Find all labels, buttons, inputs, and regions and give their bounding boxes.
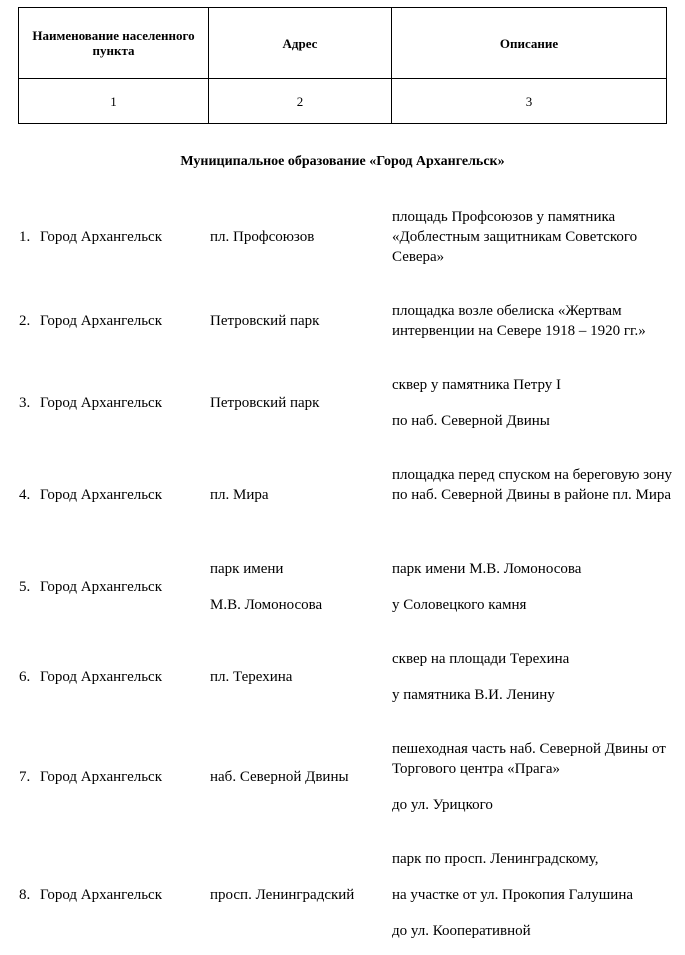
header-address: Адрес <box>209 8 392 79</box>
item-number: 7. <box>19 769 31 785</box>
description-line: до ул. Кооперативной <box>392 923 531 939</box>
item-address <box>210 767 388 787</box>
column-number-1: 1 <box>19 79 209 124</box>
item-address <box>210 311 388 331</box>
description-line: площадь Профсоюзов у памятника «Доблестным защитникам Советского Севера» <box>392 209 638 265</box>
address-line: пл. Терехина <box>210 669 293 685</box>
item-settlement: Город Архангельск <box>40 487 163 503</box>
description-line: у памятника В.И. Ленину <box>392 687 555 703</box>
section-title: Муниципальное образование «Город Архангельск» <box>180 154 505 169</box>
item-description <box>392 465 674 505</box>
description-line: площадка возле обелиска «Жертвам интервенции на Севере 1918 – 1920 гг.» <box>392 303 646 339</box>
column-number-row <box>19 79 667 124</box>
description-line: по наб. Северной Двины <box>392 413 550 429</box>
item-description <box>392 739 674 815</box>
item-number: 5. <box>19 579 31 595</box>
item-settlement: Город Архангельск <box>40 313 163 329</box>
description-line: на участке от ул. Прокопия Галушина <box>392 887 634 903</box>
column-number-3: 3 <box>392 79 667 124</box>
address-line: Петровский парк <box>210 313 320 329</box>
item-settlement: Город Архангельск <box>40 887 163 903</box>
item-number: 8. <box>19 887 31 903</box>
description-line: площадка перед спуском на береговую зону по наб. Северной Двины в районе пл. Мира <box>392 467 673 503</box>
address-line: пл. Профсоюзов <box>210 229 315 245</box>
item-settlement: Город Архангельск <box>40 769 163 785</box>
description-line: до ул. Урицкого <box>392 797 493 813</box>
header-table <box>18 7 667 124</box>
description-line: пешеходная часть наб. Северной Двины от Торгового центра «Прага» <box>392 741 666 777</box>
item-number: 4. <box>19 487 31 503</box>
item-address <box>210 885 388 905</box>
item-description <box>392 649 674 705</box>
item-address <box>210 667 388 687</box>
item-number: 2. <box>19 313 31 329</box>
header-row <box>19 8 667 79</box>
column-number-2: 2 <box>209 79 392 124</box>
item-settlement: Город Архангельск <box>40 579 163 595</box>
description-line: сквер на площади Терехина <box>392 651 570 667</box>
address-line: наб. Северной Двины <box>210 769 349 785</box>
item-settlement: Город Архангельск <box>40 395 163 411</box>
description-line: парк имени М.В. Ломоносова <box>392 561 582 577</box>
item-settlement: Город Архангельск <box>40 669 163 685</box>
header-settlement-name: Наименование населенного пункта <box>19 8 209 79</box>
description-line: сквер у памятника Петру I <box>392 377 562 393</box>
item-description <box>392 559 674 615</box>
address-line: парк имени <box>210 561 284 577</box>
item-description <box>392 207 674 267</box>
item-description <box>392 301 674 341</box>
address-line: М.В. Ломоносова <box>210 597 323 613</box>
item-settlement: Город Архангельск <box>40 229 163 245</box>
item-number: 3. <box>19 395 31 411</box>
header-description: Описание <box>392 8 667 79</box>
address-line: пл. Мира <box>210 487 269 503</box>
item-address <box>210 393 388 413</box>
description-line: у Соловецкого камня <box>392 597 527 613</box>
item-number: 1. <box>19 229 31 245</box>
item-description <box>392 375 674 431</box>
address-line: просп. Ленинградский <box>210 887 355 903</box>
description-line: парк по просп. Ленинградскому, <box>392 851 599 867</box>
item-address <box>210 227 388 247</box>
address-line: Петровский парк <box>210 395 320 411</box>
item-address <box>210 485 388 505</box>
item-address <box>210 559 388 615</box>
item-number: 6. <box>19 669 31 685</box>
item-description <box>392 849 674 941</box>
